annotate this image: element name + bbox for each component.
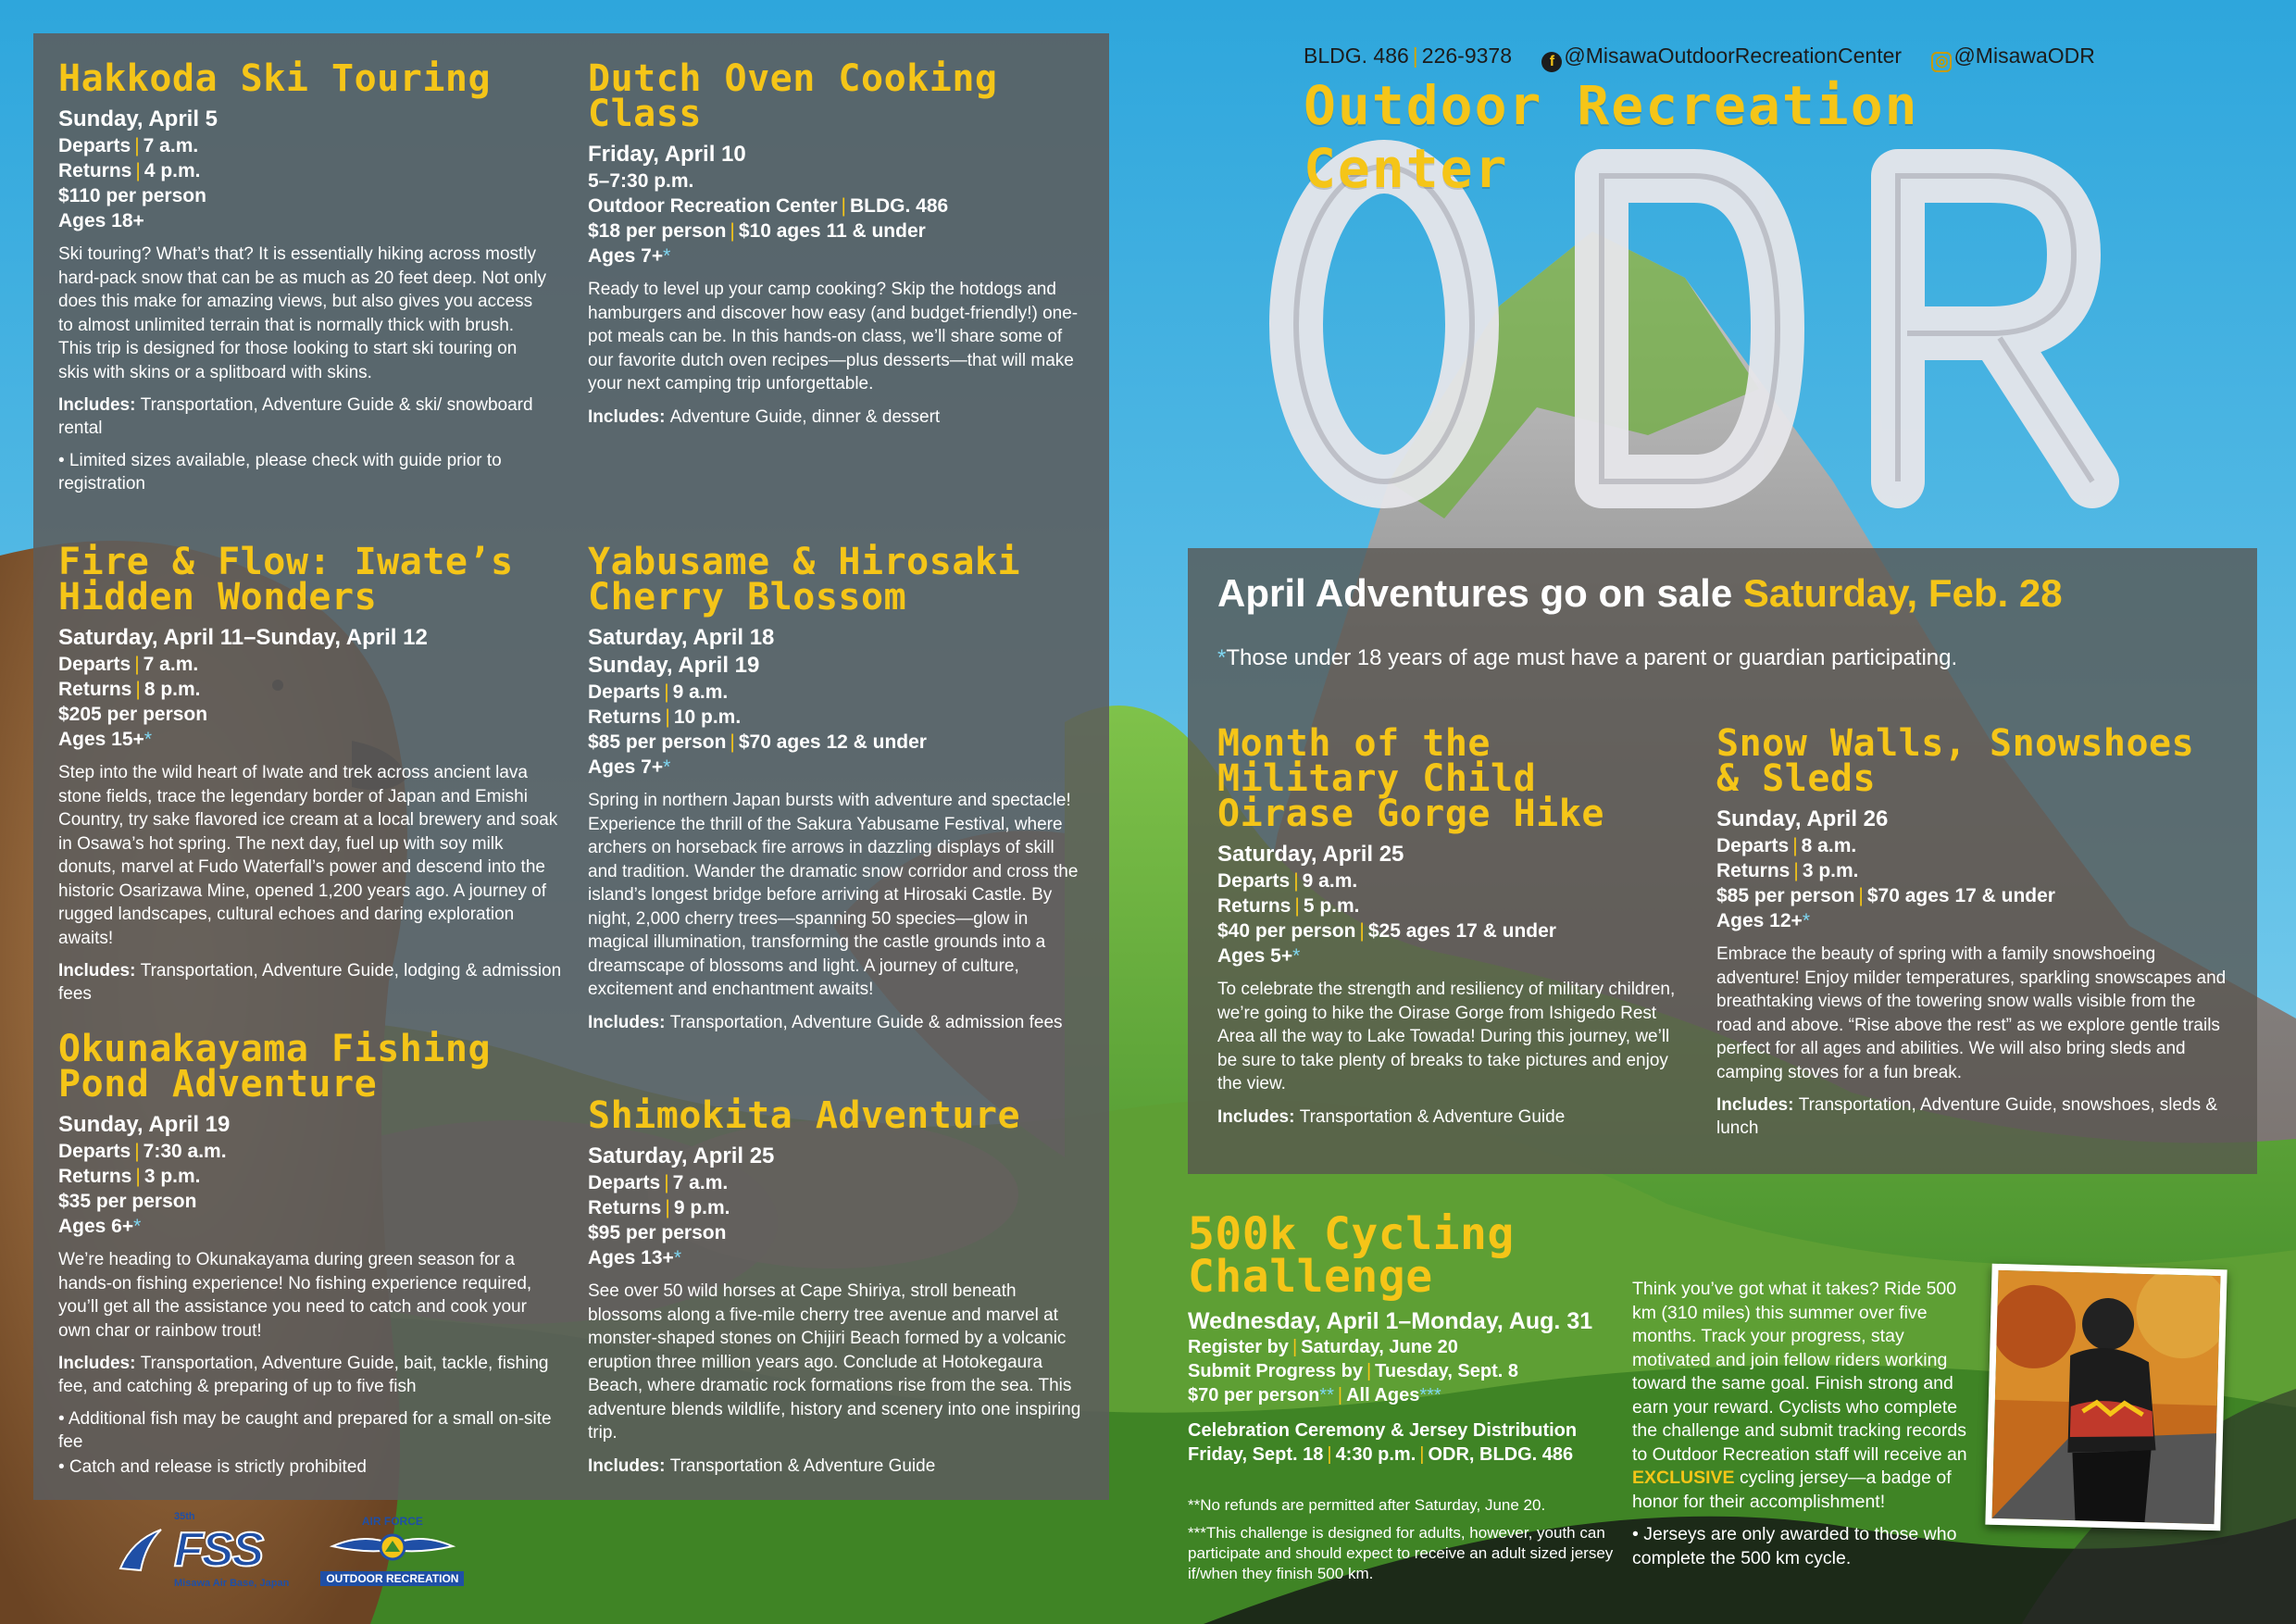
- fss-base: Misawa Air Base, Japan: [174, 1578, 290, 1589]
- instagram-handle[interactable]: @MisawaODR: [1953, 44, 2095, 68]
- event-meta-line: $205 per person: [58, 704, 208, 725]
- event-meta-line: Returns | 5 p.m.: [1217, 895, 1360, 917]
- event-meta-line: $85 per person | $70 ages 17 & under: [1716, 885, 2055, 906]
- event-date-2: Sunday, April 19: [588, 653, 760, 678]
- event-meta-line: Ages 7+*: [588, 245, 671, 267]
- cyclist-illustration: [1992, 1270, 2221, 1524]
- event-meta-line: Returns | 10 p.m.: [588, 706, 742, 728]
- af-top-text: AIR FORCE: [361, 1514, 423, 1528]
- event-meta-line: Ages 5+*: [1217, 945, 1301, 967]
- event-meta-line: $95 per person: [588, 1222, 727, 1243]
- event-date: Friday, April 10: [588, 142, 746, 167]
- event-card: [1217, 722, 1690, 1129]
- af-outdoor-rec-logo: [320, 1515, 464, 1586]
- event-meta-line: Ages 15+*: [58, 729, 152, 750]
- cycling-meta-line: Register by | Saturday, June 20: [1188, 1337, 1458, 1357]
- event-meta-line: Ages 18+: [58, 210, 144, 231]
- cycling-exclusive: EXCLUSIVE: [1632, 1468, 1735, 1488]
- fss-unit: 35th: [174, 1511, 195, 1522]
- event-date: Saturday, April 25: [1217, 842, 1404, 867]
- event-date: Sunday, April 5: [58, 106, 218, 131]
- logos-row: [113, 1511, 464, 1589]
- sale-prefix: April Adventures go on sale: [1217, 571, 1733, 615]
- event-meta-line: $110 per person: [58, 185, 206, 206]
- event-card: [588, 541, 1088, 1034]
- event-description: To celebrate the strength and resiliency of military children, we’re going to hike the Oirase Gorge from Ishigedo Rest Area all the way to Lake Towada! During this journey, we’ll be sure to take plenty of breaks to take pictures and enjoy the view.: [1217, 980, 1676, 1093]
- event-description: Ready to level up your camp cooking? Skip the hotdogs and hamburgers and discover how easy (and budget-friendly!) one-pot meals can be. In this hands-on class, we’ll share some of our favorite dutch oven recipes—plus desserts—that will make your next camping trip unforgettable.: [588, 280, 1079, 394]
- event-description: We’re heading to Okunakayama during green season for a hands-on fishing experience! No fishing experience required, you’ll get all the assistance you need to catch and cook your own char or rainbow trout!: [58, 1250, 532, 1341]
- event-includes: Includes: Transportation, Adventure Guide & admission fees: [588, 1012, 1063, 1032]
- cycling-title: 500k Cycling Challenge: [1188, 1208, 1515, 1303]
- event-description: See over 50 wild horses at Cape Shiriya, stroll beneath blossoms along a five-mile cherry tree avenue and marvel at monster-shaped stones on Chijiri Beach formed by a volcanic eruption three million years ago. Conclude at Hotokegaura Beach, where dramatic rock formations rise from the sea. This adventure blends wildlife, history and scenery into one inspiring trip.: [588, 1281, 1081, 1443]
- event-meta-line: Departs | 7:30 a.m.: [58, 1141, 227, 1162]
- event-meta-line: $85 per person | $70 ages 12 & under: [588, 731, 927, 753]
- facebook-handle[interactable]: @MisawaOutdoorRecreationCenter: [1564, 44, 1903, 68]
- event-includes: Includes: Transportation, Adventure Guide & ski/ snowboard rental: [58, 395, 533, 438]
- cycling-meta: [1188, 1335, 1623, 1407]
- includes-label: Includes:: [588, 406, 670, 427]
- includes-label: Includes:: [588, 1455, 670, 1476]
- sale-date: Saturday, Feb. 28: [1742, 571, 2063, 615]
- event-description: Embrace the beauty of spring with a family snowshoeing adventure! Enjoy milder temperatures, sparkling snowscapes and breathtaking views of the towering snow walls visible from the road and above. “Rise above the rest” as we explore gentle trails perfect for all ages and abilities. We will also bring sleds and camping stoves for a fun break.: [1716, 944, 2227, 1082]
- includes-label: Includes:: [1217, 1106, 1300, 1127]
- event-description: Ski touring? What’s that? It is essentially hiking across mostly hard-pack snow that can be as much as 20 feet deep. Not only does this make for amazing views, but also gives you access to almost unlimited terrain that is normally thick with brush. This trip is designed for those looking to start ski touring on skis with skins or a splitboard with skins.: [58, 244, 547, 382]
- event-meta-line: Returns | 9 p.m.: [588, 1197, 730, 1218]
- event-date: Saturday, April 11–Sunday, April 12: [58, 625, 428, 650]
- building-number: BLDG. 486: [1304, 44, 1409, 68]
- event-card: [588, 1094, 1088, 1478]
- cycling-jersey-note: • Jerseys are only awarded to those who complete the 500 km cycle.: [1632, 1524, 1957, 1568]
- guardian-note: [1217, 645, 1957, 671]
- event-meta-line: Returns | 8 p.m.: [58, 679, 201, 700]
- event-includes: Includes: Transportation, Adventure Guide, lodging & admission fees: [58, 961, 562, 1004]
- event-description: Step into the wild heart of Iwate and trek across ancient lava stone fields, trace the legendary border of Japan and Emishi Country, try sake flavored ice cream at a local brewery and soak in Osawa’s hot spring. The next day, fuel up with soy milk donuts, marvel at Fudo Waterfall’s power and descend into the historic Osarizawa Mine, opened 1,200 years ago. A journey of rugged landscapes, cultural echoes and daring exploration awaits!: [58, 763, 558, 948]
- event-includes: Includes: Adventure Guide, dinner & dessert: [588, 406, 941, 427]
- fss-wordmark: FSS: [174, 1523, 263, 1577]
- event-meta-line: Departs | 9 a.m.: [1217, 870, 1358, 892]
- event-meta-line: Departs | 9 a.m.: [588, 681, 729, 703]
- event-description: Spring in northern Japan bursts with adventure and spectacle! Experience the thrill of the Sakura Yabusame Festival, where archers on horseback fire arrows in dazzling displays of skill and tradition. Wander the dramatic snow corridor and cross the island’s longest bridge before arriving at Hirosaki Castle. By night, 2,000 cherry trees—spanning 50 species—glow in magical illumination, transforming the castle grounds into a dreamscape of blossoms and light. A journey of culture, excitement and enchantment awaits!: [588, 791, 1079, 999]
- instagram-icon: ◎: [1931, 52, 1952, 72]
- event-includes: Includes: Transportation, Adventure Guide, snowshoes, sleds & lunch: [1716, 1095, 2218, 1138]
- event-meta-line: $40 per person | $25 ages 17 & under: [1217, 920, 1556, 942]
- cycling-text-before: Think you’ve got what it takes? Ride 500 km (310 miles) this summer over five months. Track your progress, stay motivated and join fellow riders working toward the same goal. Finish strong and earn your reward. Cyclists who complete the challenge and submit tracking records to Outdoor Recreation staff will receive an: [1632, 1279, 1967, 1465]
- event-note: • Limited sizes available, please check with guide prior to registration: [58, 451, 502, 493]
- event-includes: Includes: Transportation, Adventure Guide, bait, tackle, fishing fee, and catching & preparing of up to five fish: [58, 1354, 549, 1396]
- cycling-date: Wednesday, April 1–Monday, Aug. 31: [1188, 1308, 1593, 1334]
- event-title: Okunakayama Fishing Pond Adventure: [58, 1028, 492, 1106]
- ceremony-title: Celebration Ceremony & Jersey Distribution: [1188, 1420, 1578, 1441]
- event-card: [588, 57, 1088, 429]
- event-title: Month of the Military Child Oirase Gorge Hike: [1217, 722, 1604, 835]
- event-note: • Catch and release is strictly prohibited: [58, 1457, 367, 1477]
- includes-label: Includes:: [588, 1012, 670, 1032]
- event-note: • Additional fish may be caught and prepared for a small on-site fee: [58, 1409, 552, 1452]
- event-meta-line: 5–7:30 p.m.: [588, 170, 694, 192]
- cycling-footnotes: [1188, 1495, 1628, 1592]
- event-title: Snow Walls, Snowshoes & Sleds: [1716, 722, 2195, 800]
- cycling-text-after: cycling jersey—a badge of honor for their accomplishment!: [1632, 1468, 1952, 1512]
- event-meta-line: Ages 6+*: [58, 1216, 142, 1237]
- guardian-note-text: Those under 18 years of age must have a parent or guardian participating.: [1226, 645, 1958, 670]
- facebook-icon: f: [1541, 52, 1562, 72]
- event-meta-line: Returns | 3 p.m.: [1716, 860, 1859, 881]
- fss-logo: [113, 1511, 289, 1589]
- event-meta-line: Departs | 7 a.m.: [588, 1172, 729, 1193]
- cyclist-photo: [1985, 1264, 2227, 1531]
- event-date: Saturday, April 18: [588, 625, 775, 650]
- event-meta-line: $35 per person: [58, 1191, 197, 1212]
- event-title: Fire & Flow: Iwate’s Hidden Wonders: [58, 541, 514, 618]
- event-meta-line: Departs | 7 a.m.: [58, 135, 199, 156]
- event-meta-line: Returns | 4 p.m.: [58, 160, 201, 181]
- af-sub-text: OUTDOOR RECREATION: [320, 1571, 464, 1586]
- event-meta-line: Departs | 7 a.m.: [58, 654, 199, 675]
- includes-label: Includes:: [58, 1354, 141, 1373]
- footnote-refund: **No refunds are permitted after Saturday, June 20.: [1188, 1496, 1546, 1514]
- event-date: Sunday, April 26: [1716, 806, 1889, 831]
- cycling-description: [1632, 1278, 1979, 1570]
- sale-headline: [1217, 571, 2063, 616]
- includes-label: Includes:: [1716, 1095, 1799, 1115]
- event-card: [58, 541, 563, 1006]
- cycling-challenge: [1188, 1208, 1623, 1467]
- fss-swoosh-icon: [113, 1522, 168, 1578]
- event-includes: Includes: Transportation & Adventure Guide: [1217, 1106, 1566, 1127]
- event-meta-line: Ages 7+*: [588, 756, 671, 778]
- phone-number: 226-9378: [1421, 44, 1512, 68]
- event-date: Sunday, April 19: [58, 1112, 231, 1137]
- cycling-meta-line: Submit Progress by | Tuesday, Sept. 8: [1188, 1361, 1519, 1381]
- contact-line: BLDG. 486 | 226-9378 f @MisawaOutdoorRecreationCenter ◎ @MisawaODR: [1304, 42, 2095, 72]
- includes-label: Includes:: [58, 395, 141, 415]
- event-title: Dutch Oven Cooking Class: [588, 57, 998, 135]
- event-title: Shimokita Adventure: [588, 1094, 1021, 1137]
- event-meta-line: Outdoor Recreation Center | BLDG. 486: [588, 195, 949, 217]
- ceremony-detail: Friday, Sept. 18 | 4:30 p.m. | ODR, BLDG. 486: [1188, 1444, 1574, 1465]
- event-card: [1716, 722, 2235, 1140]
- includes-label: Includes:: [58, 961, 141, 981]
- center-title: Outdoor Recreation Center: [1304, 74, 1919, 200]
- event-card: [58, 57, 549, 495]
- cycling-meta-line: $70 per person** | All Ages***: [1188, 1385, 1441, 1405]
- footnote-youth: ***This challenge is designed for adults, however, youth can participate and should expect to receive an adult sized jersey if/when they finish 500 km.: [1188, 1524, 1614, 1582]
- event-meta-line: Departs | 8 a.m.: [1716, 835, 1857, 856]
- event-card: [58, 1028, 558, 1479]
- event-date: Saturday, April 25: [588, 1143, 775, 1168]
- event-title: Yabusame & Hirosaki Cherry Blossom: [588, 541, 1021, 618]
- event-meta-line: $18 per person | $10 ages 11 & under: [588, 220, 926, 242]
- af-wings-icon: [328, 1528, 457, 1567]
- guardian-star: *: [1217, 645, 1227, 670]
- event-meta-line: Returns | 3 p.m.: [58, 1166, 201, 1187]
- event-meta-line: Ages 13+*: [588, 1247, 681, 1268]
- event-title: Hakkoda Ski Touring: [58, 57, 492, 100]
- event-meta-line: Ages 12+*: [1716, 910, 1810, 931]
- event-includes: Includes: Transportation & Adventure Guide: [588, 1455, 936, 1476]
